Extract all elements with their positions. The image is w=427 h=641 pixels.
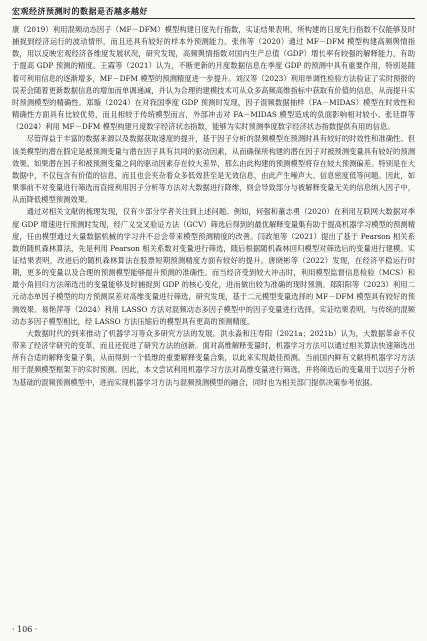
page-number: · 106 · xyxy=(12,625,38,634)
paragraph-machine-learning: 大数据时代的到来推动了机器学习等众多研究方法的发展。洪永淼和汪寿阳（2021a；2021b）认为，大数据革命不仅带来了经济学研究的变革，而且还促进了研究方法的创新。面对高维解释变量时，机器学习方法可以通过相关算法快速筛选出所有合适的解释变量子集，从而得到一个低维的重要解释变量合集，以此来实现最佳预测。当前国内鲜有文献将机器学习方法用于混频模型框架下的实时预测。因此，本文尝试利用机器学习方法对高维变量进行筛选，并将筛选后的变量用于以因子分析为基础的混频预测模型中，进而实现机器学习方法与混频预测模型的融合，同时也为相关部门提供决策参考依据。 xyxy=(12,328,415,387)
page-footer xyxy=(12,625,37,635)
paragraph-limitations: 尽管得益于丰富的数据来源以及数据获取速度的提升，基于因子分析的混频模型在预测时具有较好的时效性和准确性。但该类模型的潜在假定是被预测变量与潜在因子具有共同的驱动因素，从而确保所构建的潜在因子对被预测变量具有较好的预测效果。如果潜在因子和被预测变量之间的驱动因素存在较大差异，那么由此构建的预测模型将存在较大预测偏差。特别是在大数据中，不仅包含有价值的信息，而且也会夹杂着众多低效甚至是无效信息，由此产生噪声大、信息密度低等问题。因此，如果事前不对变量进行筛选而直接利用因子分析等方法对大数据进行降维，则会导致部分与被解释变量无关的信息纳入因子中，从而降低模型预测效果。 xyxy=(12,134,415,205)
paragraph-literature-review: 康（2019）利用混频动态因子（MF－DFM）模型构建日度先行指数，实证结果表明，所构建的日度先行指数不仅能够及时捕捉到经济运行的波动情形，而且还具有较好的样本外预测能力。张伟等（2020）通过 MF－DFM 模型构建高频舆情指数，用以反映宏观经济各维度发展状况，研究发现，高频舆情指数对国内生产总值（GDP）增长率有较强的解释能力，有助于提高 GDP 预测的精度。王霞等（2021）认为，不断更新的月度数据信息在季度 GDP 的预测中具有重要作用，特别是随着可利用信息的逐渐增多，MF－DFM 模型的预测精度进一步提升。刘汉等（2023）利用单调性检验方法验证了实时预报的误差会随着更新数据信息的增加而单调递减，并认为合理的建模技术可从众多高频高维指标中获取有价值的信息，从而提升实时预测模型的精确性。郑璇（2024）在对我国季度 GDP 预测时发现，因子混频数据抽样（FA－MIDAS）模型在时效性和精确性方面具有比较优势，而且相较于传统模型而言，外部冲击对 FA－MIDAS 模型造成的负面影响相对较小。张廷群等（2024）利用 MF－DFM 模型构建月度数字经济状态指数，能够为实时预测季度数字经济状态指数提供有用的信息。 xyxy=(12,25,415,132)
paragraph-variable-selection: 通过对相关文献的梳理发现，仅有少部分学者关注到上述问题。例如，何强和董志勇（2020）在利用互联网大数据对季度 GDP 增速进行预测时发现，经广义交叉验证方法（GCV）筛选后得到的最优解释变量集有助于提高机器学习模型的预测精度，任由模型通过大量数据机械的学习并不总会带来模型预测精度的改善。闫政旭等（2021）提出了基于 Pearson 相关系数的随机森林算法，先是利用 Pearson 相关系数对变量进行筛选，随后根据随机森林回归模型对筛选后的变量进行建模。实证结果表明，改进后的随机森林算法在股票短期预测精度方面有较好的提升。唐晓彬等（2022）发现，在经济平稳运行时期，更多的变量以及合理的预测模型能够提升预测的准确性。而当经济受到较大冲击时，利用模型监督信息检验（MCS）和最小角回归方法筛选出的变量能够及时捕捉到 GDP 的核心变化，进而做出较为准确的现时预测。郑阳阳等（2023）利用二元动态单因子模型的均方预测误差对高维变量进行筛选，研究发现，基于二元模型变量选择的 MF－DFM 模型具有较好的预测效果。易艳萍等（2024）利用 LASSO 方法对混频动态多因子模型中的因子变量进行选择，实证结果表明，与传统的混频动态多因子模型相比，经 LASSO 方法压缩后的模型具有更高的预测精度。 xyxy=(12,207,415,326)
running-header xyxy=(12,6,415,19)
running-title: 宏观经济预测时的数据是否越多越好 xyxy=(12,6,148,16)
article-body xyxy=(12,24,415,617)
